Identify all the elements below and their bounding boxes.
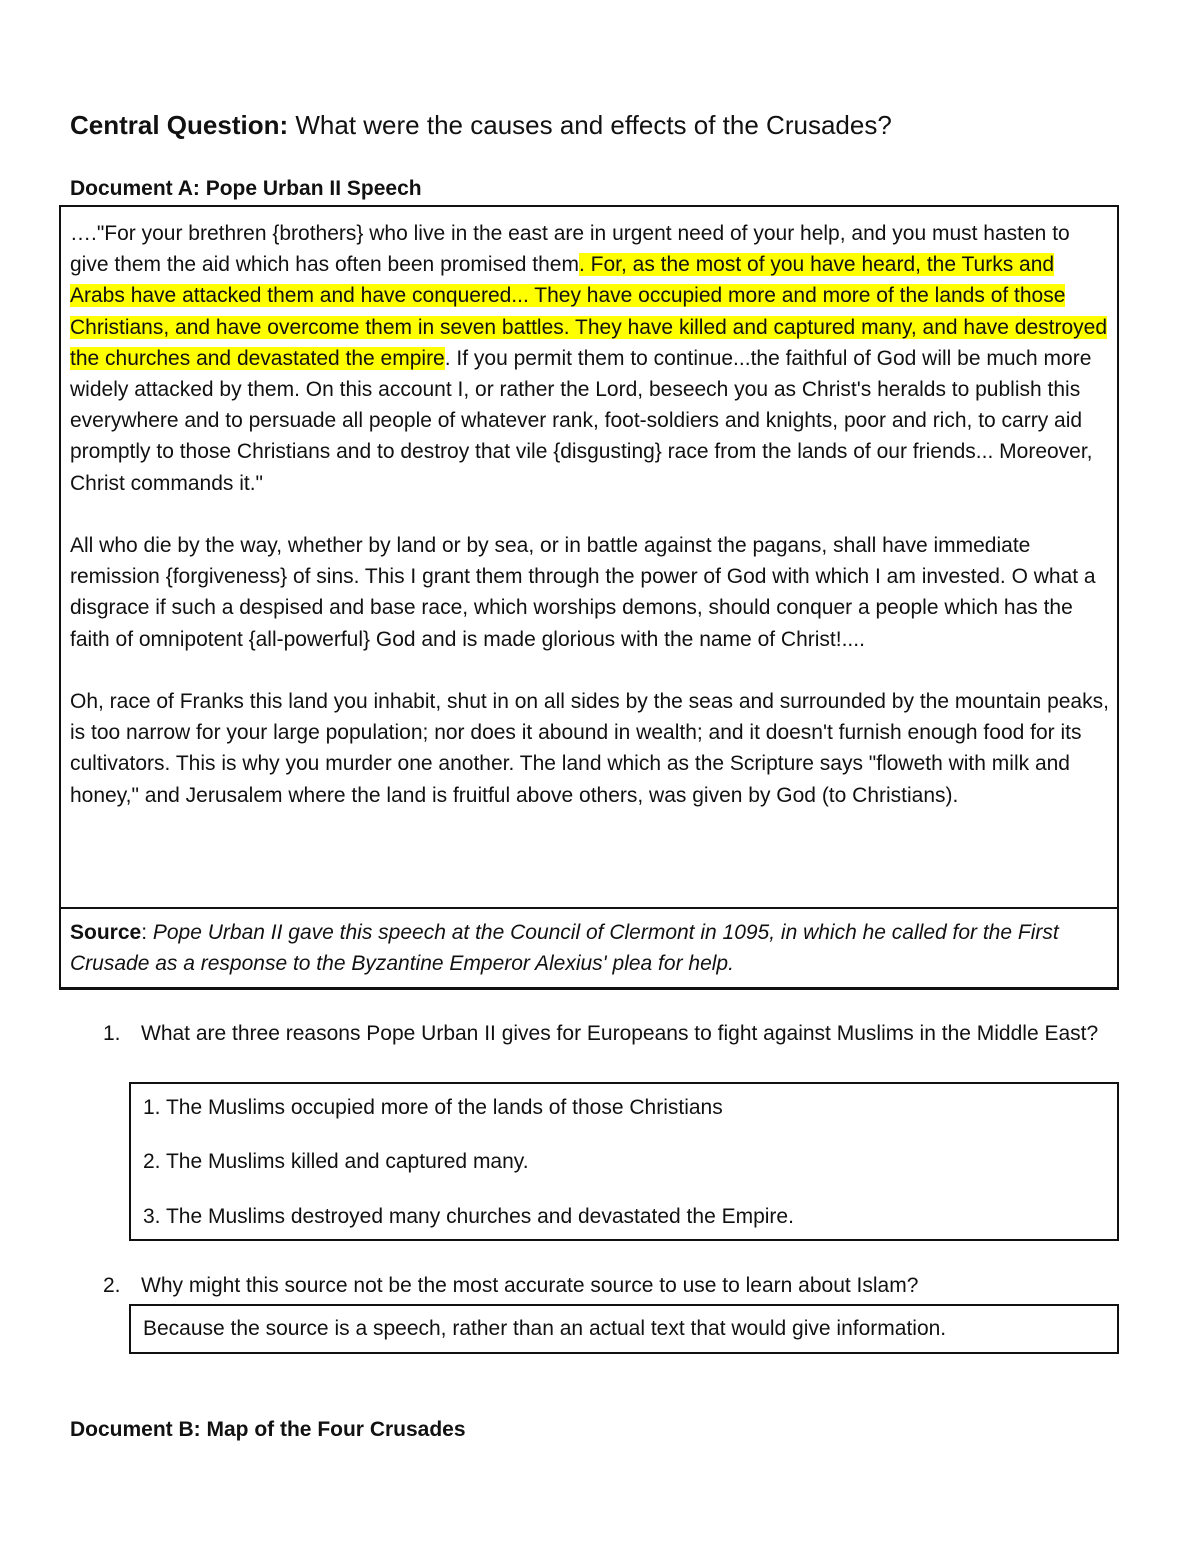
answer-2-box[interactable]	[129, 1304, 1119, 1354]
speech-highlight-2: . They have killed and captured many, and have destroyed the churches and devastated the empire	[70, 315, 1107, 370]
speech-paragraph-1	[70, 218, 1110, 499]
central-question-text: What were the causes and effects of the Crusades?	[295, 110, 892, 140]
source-label: Source	[70, 921, 142, 944]
document-b-heading: Document B: Map of the Four Crusades	[70, 1418, 466, 1441]
document-a-heading: Document A: Pope Urban II Speech	[70, 177, 422, 200]
answer-1-line-1: 1. The Muslims occupied more of the lands of those Christians	[143, 1096, 723, 1119]
speech-paragraph-3: Oh, race of Franks this land you inhabit, shut in on all sides by the seas and surrounded by the mountain peaks, is too narrow for your large population; nor does it abound in wealth; and it doesn't furnish enough food for its cultivators. This is why you murder one another. The land which as the Scripture says "floweth with milk and honey," and Jerusalem where the land is fruitful above others, was given by God (to Christians).	[70, 690, 1109, 807]
source-citation: Pope Urban II gave this speech at the Council of Clermont in 1095, in which he called for the First Crusade as a response to the Byzantine Emperor Alexius' plea for help.	[70, 921, 1059, 976]
source-text	[70, 917, 1100, 979]
answer-1-line-2: 2. The Muslims killed and captured many.	[143, 1150, 529, 1173]
document-a-text	[70, 218, 1110, 811]
answer-1-line-3: 3. The Muslims destroyed many churches and devastated the Empire.	[143, 1205, 794, 1228]
source-separator: :	[141, 921, 153, 944]
speech-paragraph-2: All who die by the way, whether by land or by sea, or in battle against the pagans, shall have immediate remission {forgiveness} of sins. This I grant them through the power of God with which I am invested. O what a disgrace if such a despised and base race, which worships demons, should conquer a people which has the faith of omnipotent {all-powerful} God and is made glorious with the name of Christ!....	[70, 534, 1096, 651]
source-row	[61, 907, 1117, 989]
speech-p1-before: …."For your brethren {brothers} who live in the east are in urgent need of your help, and you must hasten to give them the aid which has often been promised them	[70, 222, 1070, 277]
central-question-label: Central Question:	[70, 110, 289, 140]
question-2-text: Why might this source not be the most accurate source to use to learn about Islam?	[141, 1274, 919, 1297]
speech-p1-after: . If you permit them to continue...the faithful of God will be much more widely attacked by them. On this account I, or rather the Lord, beseech you as Christ's heralds to publish this everywhere and to persuade all people of whatever rank, foot-soldiers and knights, poor and rich, to carry aid promptly to those Christians and to destroy that vile {disgusting} race from the lands of our friends... Moreover, Christ commands it."	[70, 346, 1093, 495]
answer-2-line-1: Because the source is a speech, rather than an actual text that would give information.	[143, 1317, 947, 1340]
question-2-number: 2.	[103, 1274, 121, 1297]
question-1-number: 1.	[103, 1022, 121, 1045]
question-1-text: What are three reasons Pope Urban II gives for Europeans to fight against Muslims in the Middle East?	[141, 1022, 1099, 1045]
speech-highlight-1: . For, as the most of you have heard, the Turks and Arabs have attacked them and have conquered... They have occupied more and more of the lands of those Christians, and have overcome them in seven battles	[70, 253, 1066, 339]
answer-1-box[interactable]	[129, 1082, 1119, 1241]
central-question	[70, 108, 1130, 142]
document-a-box	[59, 205, 1119, 990]
